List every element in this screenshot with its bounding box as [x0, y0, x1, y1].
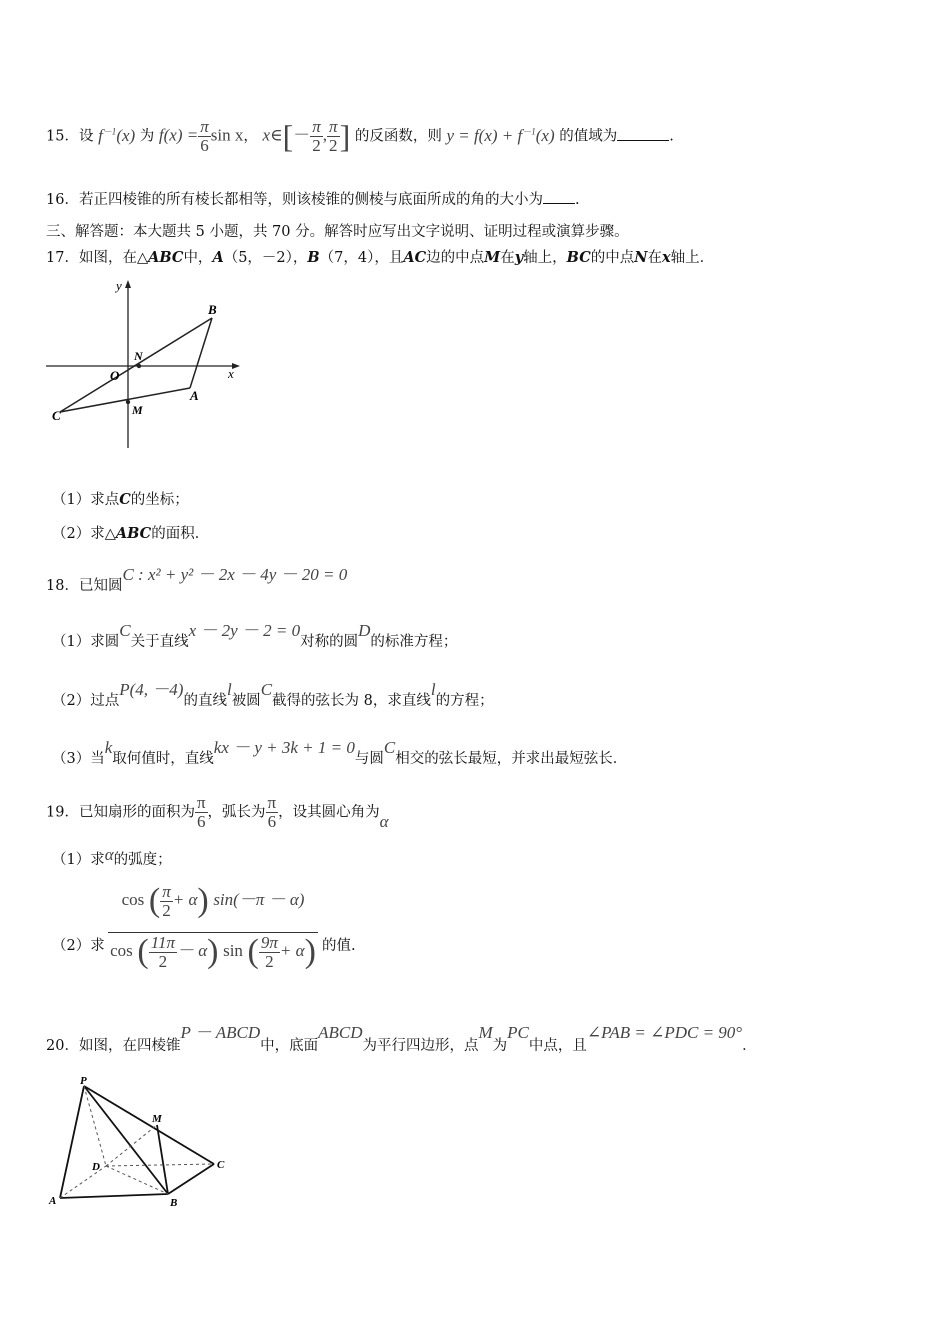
q17-subquestion-1: （1）求点C的坐标；	[52, 491, 189, 508]
q17-label-A: A	[190, 388, 199, 403]
q17-y-arrow	[125, 280, 131, 288]
q19-arc-frac: $\frac{\pi}{6}$	[267, 793, 277, 831]
q15-f-definition: f(x) =	[158, 125, 199, 145]
q15-y-expression: $y = f(x) + f^{-1}(x)$	[446, 125, 555, 145]
q17-label-B: B	[208, 302, 217, 317]
q20-label-B: B	[170, 1197, 178, 1209]
q19-subquestion-1: （1）求α的弧度；	[52, 845, 172, 868]
q20-label-M: M	[152, 1113, 162, 1125]
q17-label-C: C	[52, 408, 61, 423]
q18-circle-equation: C : x² + y² － 2x － 4y － 20 = 0	[122, 565, 348, 584]
q19-numerator: cos ( $\frac{\pi}{2}$ + α) sin(－π － α)	[121, 881, 305, 920]
q17-label-x: x	[228, 366, 234, 381]
section-3-heading: 三、解答题：本大题共 5 小题，共 70 分。解答时应写出文字说明、证明过程或演算步骤。	[46, 224, 629, 240]
q17-label-M: M	[132, 403, 143, 417]
q17-segment-BA	[190, 318, 212, 388]
q15-answer-blank[interactable]	[617, 140, 669, 141]
q17-figure	[40, 276, 250, 454]
q20-pyramid: P － ABCD	[180, 1023, 261, 1042]
question-15: 15．设 $f^{-1}(x)$ 为 f(x) = $\frac{\pi}{6}$ sin x， x∈[－ $\frac{\pi}{2}$ , $\frac{\pi}{2}$ ] 的反函数，则 $y = f(x) + f^{-1}(x)$ 的值域为 .	[46, 117, 674, 155]
question-16: 16．若正四棱锥的所有棱长都相等，则该棱锥的侧棱与底面所成的角的大小为 .	[46, 192, 580, 208]
q20-label-A: A	[49, 1195, 57, 1207]
q16-answer-blank[interactable]	[543, 203, 575, 204]
q20-edge-DC	[106, 1164, 214, 1166]
q17-label-O: O	[110, 368, 120, 383]
q15-pi-over-6: $\frac{\pi}{6}$	[200, 117, 209, 155]
q19-expression	[108, 882, 318, 983]
q17-point-N	[137, 364, 141, 368]
question-19: 19．已知扇形的面积为 $\frac{\pi}{6}$ ，弧长为 $\frac{\pi}{6}$ ，设其圆心角为α	[46, 793, 389, 831]
q17-label-y: y	[116, 278, 122, 293]
q18-line-equation: x － 2y － 2 = 0	[188, 621, 301, 640]
q20-edge-PB	[84, 1086, 168, 1194]
q20-label-D: D	[92, 1161, 100, 1173]
q20-edge-BC	[168, 1164, 214, 1194]
q20-edge-PC	[84, 1086, 214, 1164]
q17-subquestion-2: （2）求△ABC的面积．	[52, 525, 210, 542]
q20-figure	[44, 1074, 234, 1214]
q17-label-N: N	[134, 349, 143, 363]
q20-label-C: C	[217, 1159, 225, 1171]
q20-angles: ∠PAB = ∠PDC = 90°	[586, 1023, 743, 1042]
q15-finv: $f^{-1}(x)$	[98, 125, 136, 145]
q18-subquestion-1: （1）求圆C关于直线x － 2y － 2 = 0对称的圆D的标准方程；	[52, 621, 458, 650]
q19-area-frac: $\frac{\pi}{6}$	[196, 793, 206, 831]
question-20: 20．如图，在四棱锥P － ABCD中，底面ABCD为平行四边形，点M为PC中点，且∠PAB = ∠PDC = 90°．	[46, 1023, 757, 1054]
question-17: 17．如图，在△ABC中，A（5，－2），B（7，4），且AC边的中点M在y轴上，BC的中点N在x轴上．	[46, 249, 715, 266]
q20-edge-AB	[60, 1194, 168, 1198]
q18-point-P: P(4, －4)	[119, 680, 184, 699]
q15-domain: x∈	[262, 125, 283, 145]
question-18: 18．已知圆C : x² + y² － 2x － 4y － 20 = 0	[46, 565, 348, 594]
q18-line-k: kx － y + 3k + 1 = 0	[213, 738, 355, 757]
q17-point-M	[126, 400, 130, 404]
q20-edge-PA	[60, 1086, 84, 1198]
q19-denominator: cos ( $\frac{11\pi}{2}$ － α) sin ( $\frac{9\pi}{2}$ + α)	[110, 932, 316, 971]
q20-edge-DM	[106, 1125, 157, 1166]
q20-label-P: P	[80, 1075, 87, 1087]
q20-edge-DB	[106, 1166, 168, 1194]
q18-subquestion-2: （2）过点P(4, －4)的直线l被圆C截得的弦长为 8，求直线l的方程；	[52, 680, 494, 709]
q15-number: 15．设	[46, 128, 94, 145]
q18-subquestion-3: （3）当k取何值时，直线kx － y + 3k + 1 = 0与圆C相交的弦长最短，并求出最短弦长．	[52, 738, 628, 767]
q15-sinx: sin x	[210, 125, 244, 145]
